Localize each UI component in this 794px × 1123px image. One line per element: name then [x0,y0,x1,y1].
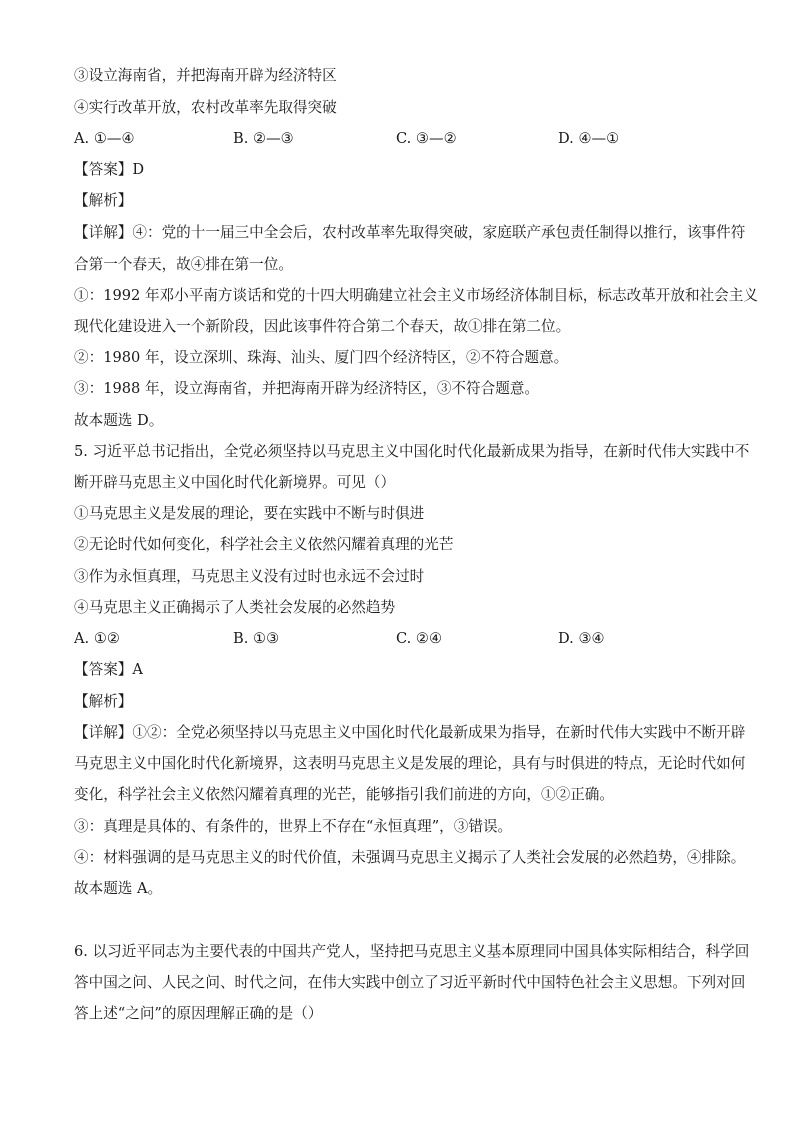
q5-item-4: ④马克思主义正确揭示了人类社会发展的必然趋势 [74,599,396,616]
q6-stem-line: 6. 以习近平同志为主要代表的中国共产党人，坚持把马克思主义基本原理同中国具体实际相结合，科学回 [74,943,750,960]
q5-conclusion: 故本题选 A。 [74,880,163,897]
q4-item-4: ④实行改革开放，农村改革率先取得突破 [74,99,337,116]
q5-stem-line: 5. 习近平总书记指出，全党必须坚持以马克思主义中国化时代化最新成果为指导，在新时代伟大实践中不 [74,443,750,460]
q4-option-d: D. ④—① [558,130,620,147]
q4-detail-line: 合第一个春天，故④排在第一位。 [74,256,293,273]
q5-detail-line: 变化，科学社会主义依然闪耀着真理的光芒，能够指引我们前进的方向，①②正确。 [74,786,614,803]
q4-conclusion: 故本题选 D。 [74,412,164,429]
q5-detail-line: ④：材料强调的是马克思主义的时代价值，未强调马克思主义揭示了人类社会发展的必然趋势，④排除。 [74,849,746,866]
q4-detail-line: ①：1992 年邓小平南方谈话和党的十四大明确建立社会主义市场经济体制目标，标志改革开放和社会主义 [74,287,758,304]
q4-detail-line: ②：1980 年，设立深圳、珠海、汕头、厦门四个经济特区，②不符合题意。 [74,349,569,366]
q5-item-3: ③作为永恒真理，马克思主义没有过时也永远不会过时 [74,568,425,585]
q6-stem-line: 答中国之问、人民之问、时代之问，在伟大实践中创立了习近平新时代中国特色社会主义思想。下列对回 [74,974,746,991]
q5-detail-line: 【详解】①②：全党必须坚持以马克思主义中国化时代化最新成果为指导，在新时代伟大实践中不断开辟 [74,724,746,741]
q4-option-a: A. ①—④ [74,130,135,147]
q4-detail-line: ③：1988 年，设立海南省，并把海南开辟为经济特区，③不符合题意。 [74,380,540,397]
q5-detail-line: 马克思主义中国化时代化新境界，这表明马克思主义是发展的理论，具有与时俱进的特点，无论时代如何 [74,755,746,772]
q5-item-2: ②无论时代如何变化，科学社会主义依然闪耀着真理的光芒 [74,536,454,553]
q5-answer: 【答案】A [74,661,143,678]
q4-answer: 【答案】D [74,161,145,178]
q4-detail-line: 现代化建设进入一个新阶段，因此该事件符合第二个春天，故①排在第二位。 [74,318,571,335]
q4-option-c: C. ③—② [396,130,457,147]
q6-stem-line: 答上述“之问”的原因理解正确的是（） [74,1005,323,1022]
q5-option-b: B. ①③ [233,630,280,647]
q5-item-1: ①马克思主义是发展的理论，要在实践中不断与时俱进 [74,505,425,522]
q5-option-a: A. ①② [74,630,120,647]
q4-option-b: B. ②—③ [233,130,294,147]
q4-analysis-label: 【解析】 [74,192,133,209]
q5-option-c: C. ②④ [396,630,443,647]
q5-analysis-label: 【解析】 [74,693,133,710]
q5-stem-line: 断开辟马克思主义中国化时代化新境界。可见（） [74,474,396,491]
q4-item-3: ③设立海南省，并把海南开辟为经济特区 [74,67,337,84]
q4-detail-line: 【详解】④：党的十一届三中全会后，农村改革率先取得突破，家庭联产承包责任制得以推行，该事件符 [74,224,746,241]
q5-detail-line: ③：真理是具体的、有条件的，世界上不存在“永恒真理”，③错误。 [74,818,513,835]
q5-option-d: D. ③④ [558,630,605,647]
